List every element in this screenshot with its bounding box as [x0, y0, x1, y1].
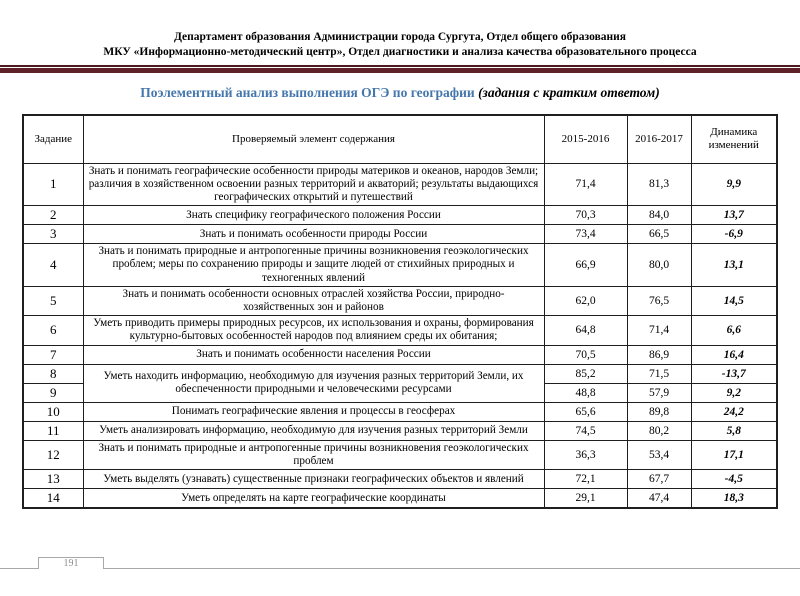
header-line-1: Департамент образования Администрации города Сургута, Отдел общего образования — [173, 31, 627, 43]
dynamics-value: 6,6 — [691, 316, 777, 345]
column-header-2016-2017: 2016-2017 — [627, 115, 691, 163]
content-element: Знать и понимать природные и антропогенные причины возникновения геоэкологических проблем; меры по сохранению природы и защите людей от стихийных природных и техногенных явлений — [83, 244, 544, 287]
score-2016-2017: 57,9 — [627, 383, 691, 402]
score-2015-2016: 71,4 — [544, 163, 627, 206]
score-2016-2017: 81,3 — [627, 163, 691, 206]
table-row — [23, 244, 777, 287]
column-header-task: Задание — [23, 115, 83, 163]
task-number: 2 — [23, 206, 83, 225]
table-row — [23, 316, 777, 345]
score-2015-2016: 64,8 — [544, 316, 627, 345]
score-2015-2016: 48,8 — [544, 383, 627, 402]
page-title-main: Поэлементный анализ выполнения ОГЭ по географии — [140, 85, 475, 100]
score-2016-2017: 86,9 — [627, 345, 691, 364]
task-number: 3 — [23, 225, 83, 244]
table-row — [23, 286, 777, 315]
dynamics-value: 13,1 — [691, 244, 777, 287]
content-element: Уметь определять на карте географические координаты — [83, 489, 544, 509]
header-rule-divider — [0, 65, 800, 73]
page-title-suffix: (задания с кратким ответом) — [478, 85, 660, 100]
dynamics-value: 24,2 — [691, 402, 777, 421]
task-number: 13 — [23, 470, 83, 489]
score-2015-2016: 70,5 — [544, 345, 627, 364]
score-2015-2016: 29,1 — [544, 489, 627, 509]
task-number: 9 — [23, 383, 83, 402]
analysis-table — [22, 114, 778, 509]
header-rule-thin-line — [0, 65, 800, 67]
task-number: 6 — [23, 316, 83, 345]
content-element-merged: Уметь находить информацию, необходимую для изучения разных территорий Земли, их обеспеченности природными и человеческими ресурсами — [83, 364, 544, 402]
score-2015-2016: 73,4 — [544, 225, 627, 244]
footer-rule-right — [104, 568, 800, 569]
task-number: 8 — [23, 364, 83, 383]
dynamics-value: 9,2 — [691, 383, 777, 402]
score-2015-2016: 65,6 — [544, 402, 627, 421]
content-element: Знать и понимать природные и антропогенные причины возникновения геоэкологических проблем — [83, 440, 544, 469]
dynamics-value: 18,3 — [691, 489, 777, 509]
score-2015-2016: 36,3 — [544, 440, 627, 469]
score-2016-2017: 71,5 — [627, 364, 691, 383]
table-row — [23, 470, 777, 489]
score-2015-2016: 85,2 — [544, 364, 627, 383]
task-number: 7 — [23, 345, 83, 364]
dynamics-value: 14,5 — [691, 286, 777, 315]
page-number-tab — [38, 557, 104, 569]
table-row — [23, 163, 777, 206]
score-2015-2016: 74,5 — [544, 421, 627, 440]
content-element: Знать и понимать географические особенности природы материков и океанов, народов Земли; различия в хозяйственном освоении разных территорий и акваторий; результаты выдающихся географических открытий и путешествий — [83, 163, 544, 206]
task-number: 12 — [23, 440, 83, 469]
score-2016-2017: 80,0 — [627, 244, 691, 287]
dynamics-value: 17,1 — [691, 440, 777, 469]
task-number: 4 — [23, 244, 83, 287]
table-header-row — [23, 115, 777, 163]
task-number: 5 — [23, 286, 83, 315]
column-header-content: Проверяемый элемент содержания — [83, 115, 544, 163]
page-title — [0, 85, 800, 101]
score-2016-2017: 80,2 — [627, 421, 691, 440]
header-line-2: МКУ «Информационно-методический центр», Отдел диагностики и анализа качества образовательного процесса — [103, 46, 697, 58]
content-element: Знать и понимать особенности природы России — [83, 225, 544, 244]
content-element: Знать и понимать особенности основных отраслей хозяйства России, природно-хозяйственных зон и районов — [83, 286, 544, 315]
score-2016-2017: 71,4 — [627, 316, 691, 345]
task-number: 10 — [23, 402, 83, 421]
task-number: 11 — [23, 421, 83, 440]
content-element: Уметь приводить примеры природных ресурсов, их использования и охраны, формирования культурно-бытовых особенностей народов под влиянием среды их обитания; — [83, 316, 544, 345]
table-row — [23, 345, 777, 364]
dynamics-value: -13,7 — [691, 364, 777, 383]
score-2016-2017: 66,5 — [627, 225, 691, 244]
table-row — [23, 421, 777, 440]
dynamics-value: -4,5 — [691, 470, 777, 489]
score-2016-2017: 76,5 — [627, 286, 691, 315]
table-row — [23, 225, 777, 244]
table-row — [23, 440, 777, 469]
score-2016-2017: 53,4 — [627, 440, 691, 469]
content-element: Уметь анализировать информацию, необходимую для изучения разных территорий Земли — [83, 421, 544, 440]
content-element: Знать специфику географического положения России — [83, 206, 544, 225]
document-header — [0, 30, 800, 60]
content-element: Знать и понимать особенности населения России — [83, 345, 544, 364]
content-element: Уметь выделять (узнавать) существенные признаки географических объектов и явлений — [83, 470, 544, 489]
dynamics-value: -6,9 — [691, 225, 777, 244]
score-2015-2016: 66,9 — [544, 244, 627, 287]
task-number: 1 — [23, 163, 83, 206]
dynamics-value: 16,4 — [691, 345, 777, 364]
task-number: 14 — [23, 489, 83, 509]
score-2016-2017: 89,8 — [627, 402, 691, 421]
content-element: Понимать географические явления и процессы в геосферах — [83, 402, 544, 421]
table-row — [23, 364, 777, 383]
column-header-dynamics: Динамика изменений — [691, 115, 777, 163]
page-number: 191 — [63, 558, 79, 569]
score-2015-2016: 72,1 — [544, 470, 627, 489]
score-2015-2016: 70,3 — [544, 206, 627, 225]
table-row — [23, 402, 777, 421]
score-2016-2017: 67,7 — [627, 470, 691, 489]
score-2015-2016: 62,0 — [544, 286, 627, 315]
header-rule-thick-bar — [0, 68, 800, 73]
page-footer — [0, 557, 800, 570]
dynamics-value: 13,7 — [691, 206, 777, 225]
dynamics-value: 9,9 — [691, 163, 777, 206]
table-row — [23, 206, 777, 225]
footer-rule-left — [0, 568, 38, 569]
score-2016-2017: 47,4 — [627, 489, 691, 509]
dynamics-value: 5,8 — [691, 421, 777, 440]
column-header-2015-2016: 2015-2016 — [544, 115, 627, 163]
score-2016-2017: 84,0 — [627, 206, 691, 225]
table-row — [23, 489, 777, 509]
